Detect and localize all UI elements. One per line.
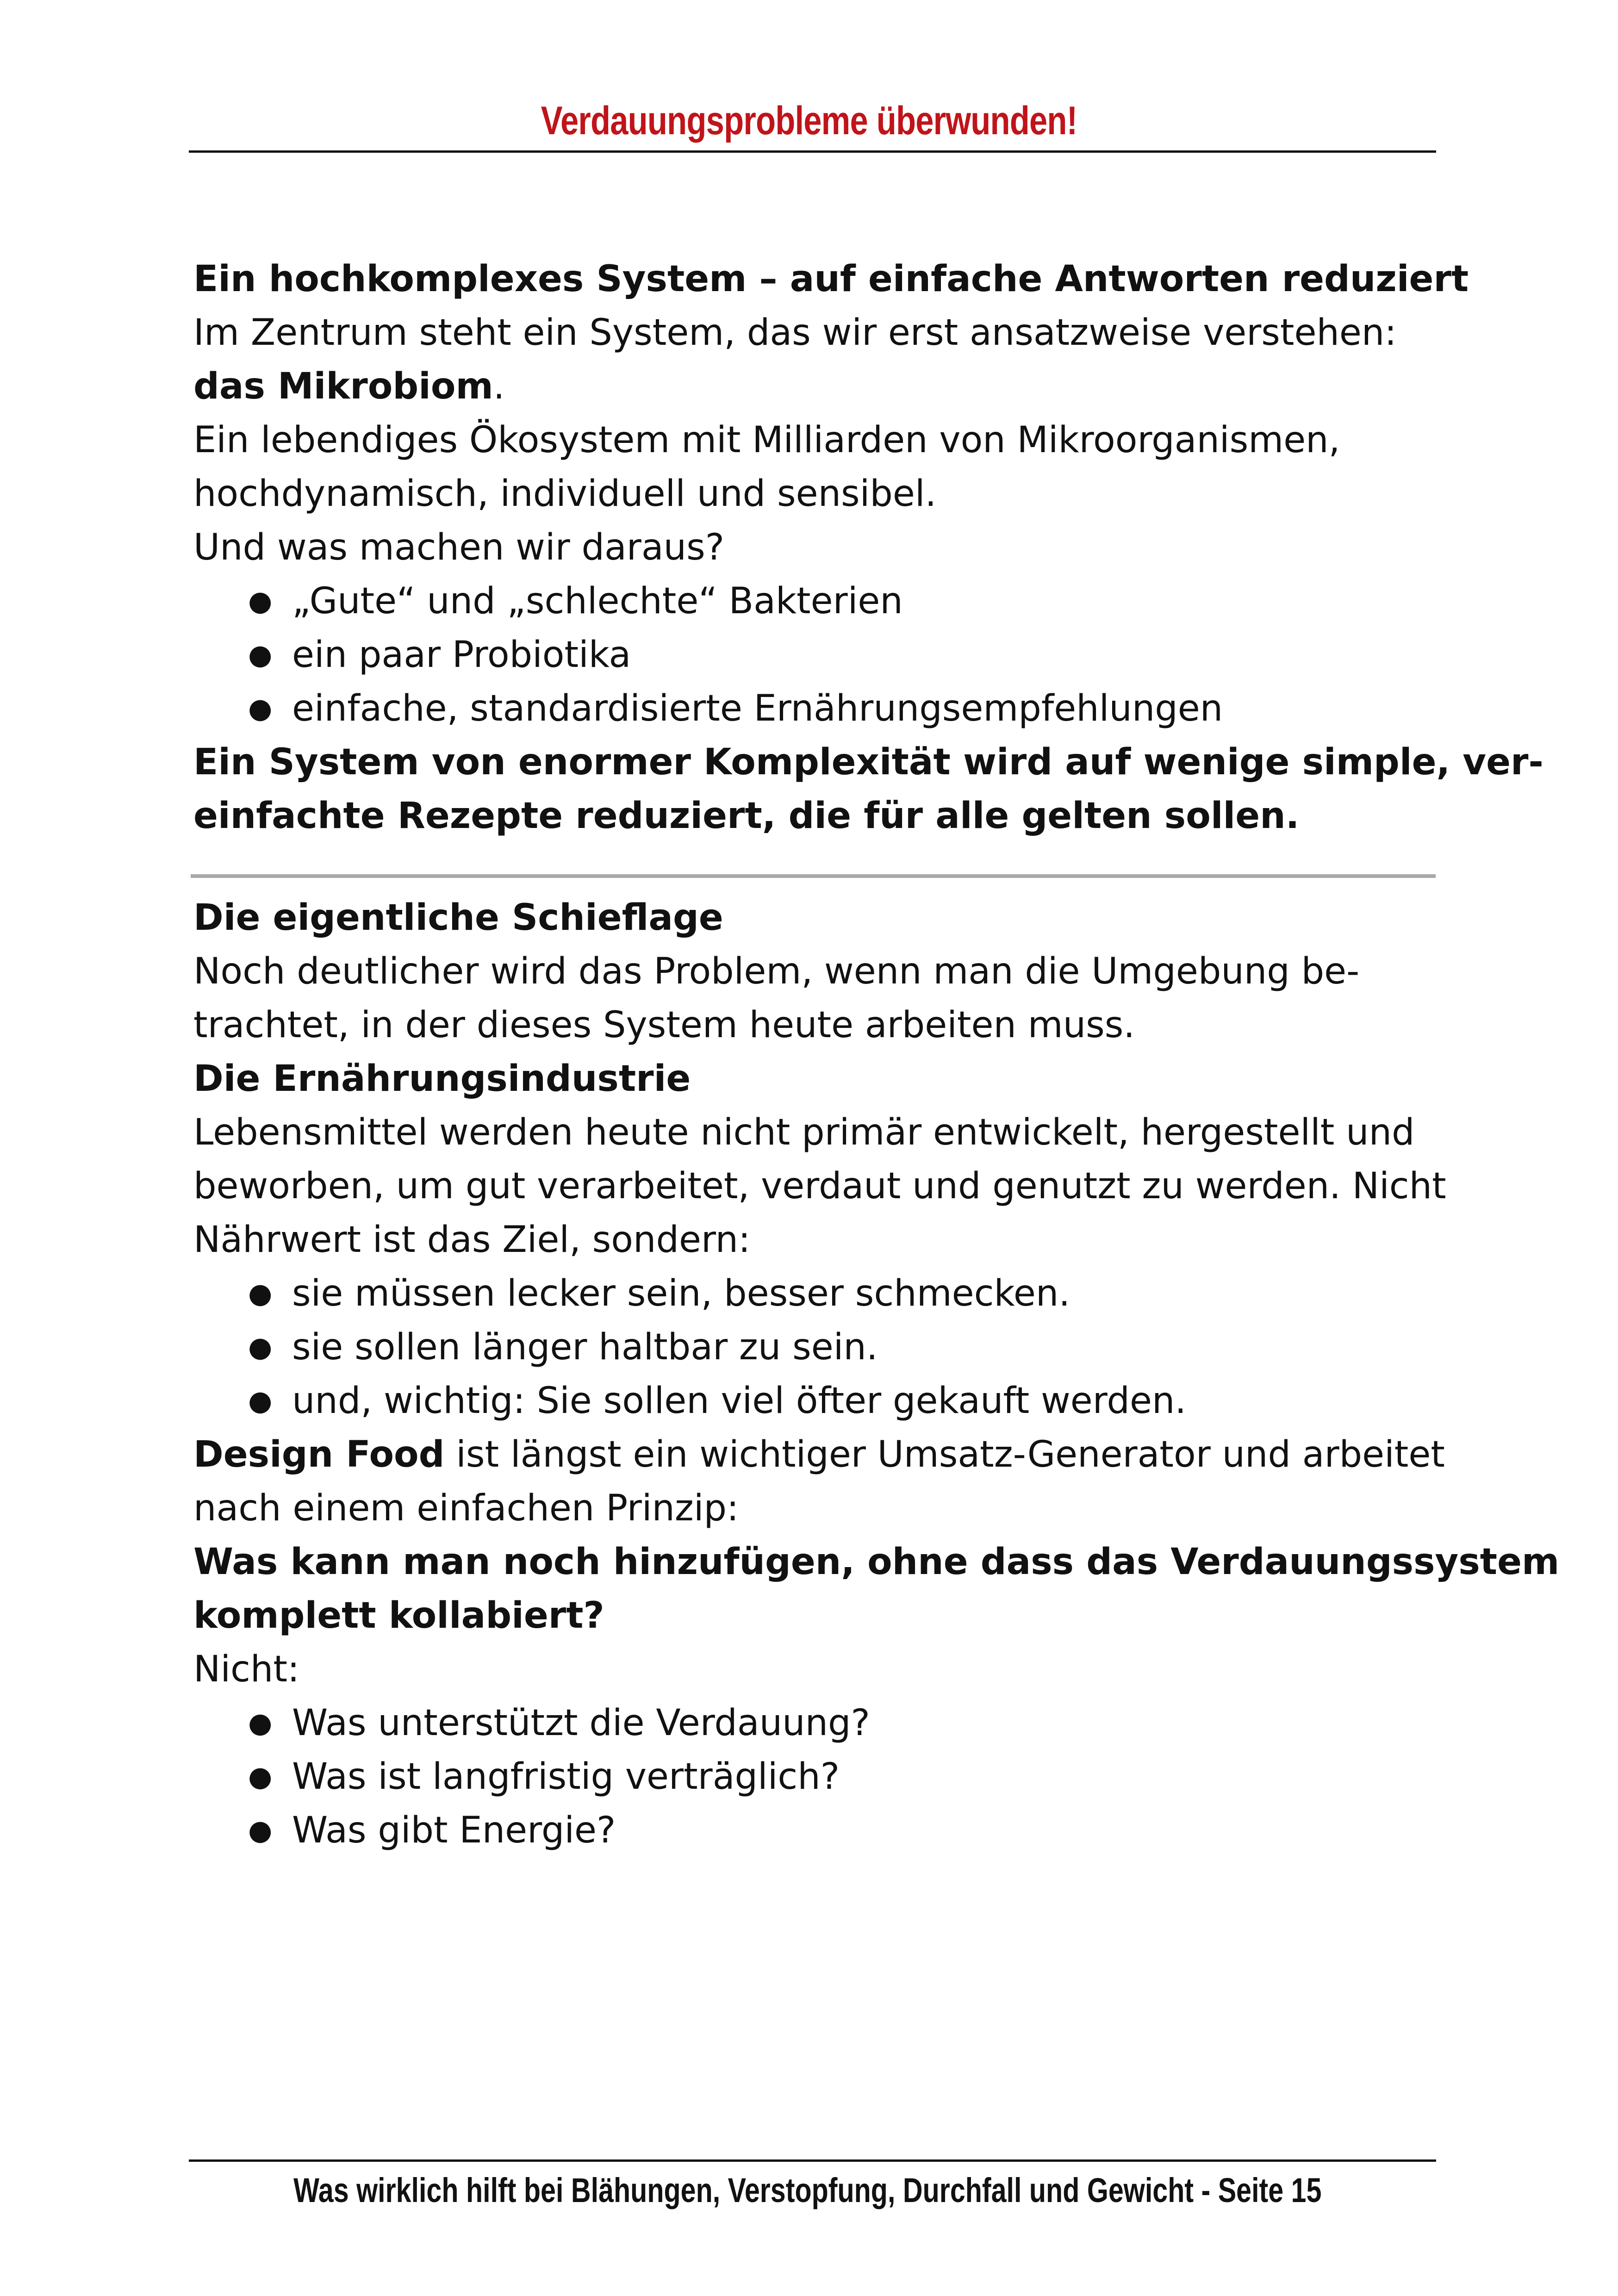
paragraph: Noch deutlicher wird das Problem, wenn man die Umgebung be- xyxy=(193,951,1360,992)
conclusion: Ein System von enormer Komplexität wird auf wenige simple, ver- xyxy=(193,741,1543,783)
list-item-text: sie sollen länger haltbar zu sein. xyxy=(292,1326,878,1368)
paragraph: Lebensmittel werden heute nicht primär entwickelt, hergestellt und xyxy=(193,1112,1415,1153)
bullet-icon: ● xyxy=(248,1277,273,1310)
list-item-text: sie müssen lecker sein, besser schmecken. xyxy=(292,1273,1070,1314)
subheading: Die Ernährungsindustrie xyxy=(193,1058,691,1100)
bullet-icon: ● xyxy=(248,639,273,671)
list-item xyxy=(193,574,1443,628)
bullet-icon: ● xyxy=(248,1331,273,1363)
list-item xyxy=(193,628,1443,682)
page-footer: Was wirklich hilft bei Blähungen, Verstopfung, Durchfall und Gewicht - Seite 15 xyxy=(293,2171,1322,2209)
paragraph: Nicht: xyxy=(193,1649,300,1690)
section-heading: Die eigentliche Schieflage xyxy=(193,897,723,939)
section-microbiome xyxy=(193,252,1543,843)
list-item xyxy=(193,1696,1443,1750)
paragraph: nach einem einfachen Prinzip: xyxy=(193,1487,739,1529)
list-item xyxy=(193,1750,1443,1804)
bullet-icon: ● xyxy=(248,692,273,725)
bullet-icon: ● xyxy=(248,1814,273,1847)
list-item-text: ein paar Probiotika xyxy=(292,634,631,676)
emphasis: Design Food xyxy=(193,1434,445,1475)
paragraph: beworben, um gut verarbeitet, verdaut und genutzt zu werden. Nicht xyxy=(193,1165,1446,1207)
paragraph xyxy=(193,360,1443,413)
list-item xyxy=(193,1804,1443,1857)
list-item xyxy=(193,682,1443,735)
list-item-text: „Gute“ und „schlechte“ Bakterien xyxy=(292,580,903,622)
paragraph: hochdynamisch, individuell und sensibel. xyxy=(193,473,937,515)
paragraph: Ein lebendiges Ökosystem mit Milliarden von Mikroorganismen, xyxy=(193,419,1340,461)
paragraph: Nährwert ist das Ziel, sondern: xyxy=(193,1219,751,1261)
bullet-icon: ● xyxy=(248,1385,273,1417)
paragraph: Und was machen wir daraus? xyxy=(193,527,725,568)
list-item xyxy=(193,1267,1443,1320)
list-item-text: einfache, standardisierte Ernährungsempfehlungen xyxy=(292,688,1223,729)
header-rule xyxy=(189,150,1436,153)
section-divider xyxy=(191,874,1436,878)
key-question: Was kann man noch hinzufügen, ohne dass das Verdauungssystem xyxy=(193,1541,1560,1583)
text: ist längst ein wichtiger Umsatz-Generator und arbeitet xyxy=(444,1434,1445,1475)
list-item xyxy=(193,1374,1443,1428)
paragraph: trachtet, in der dieses System heute arbeiten muss. xyxy=(193,1004,1135,1046)
bullet-icon: ● xyxy=(248,585,273,617)
bullet-icon: ● xyxy=(248,1761,273,1793)
list-item-text: Was unterstützt die Verdauung? xyxy=(292,1702,870,1744)
list-item xyxy=(193,1320,1443,1374)
page-header-title: Verdauungsprobleme überwunden! xyxy=(541,99,1077,143)
paragraph: Im Zentrum steht ein System, das wir erst ansatzweise verstehen: xyxy=(193,312,1397,354)
list-item-text: und, wichtig: Sie sollen viel öfter gekauft werden. xyxy=(292,1380,1187,1422)
footer-rule xyxy=(189,2159,1436,2162)
section-schieflage xyxy=(193,891,1560,1857)
list-item-text: Was ist langfristig verträglich? xyxy=(292,1756,840,1798)
list-item-text: Was gibt Energie? xyxy=(292,1810,616,1851)
paragraph xyxy=(193,1428,1443,1481)
conclusion: einfachte Rezepte reduziert, die für alle gelten sollen. xyxy=(193,795,1300,837)
bullet-icon: ● xyxy=(248,1707,273,1739)
emphasis: das Mikrobiom xyxy=(193,366,493,407)
key-question: komplett kollabiert? xyxy=(193,1595,604,1636)
text: . xyxy=(493,366,505,407)
section-heading: Ein hochkomplexes System – auf einfache Antworten reduziert xyxy=(193,258,1469,300)
